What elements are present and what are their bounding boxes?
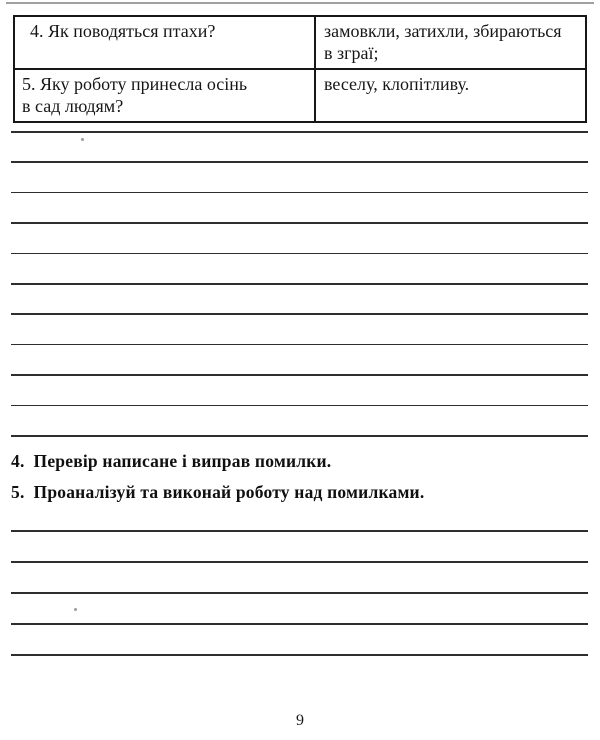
table-row	[14, 16, 586, 69]
table-row	[14, 69, 586, 122]
answer-cell	[315, 16, 586, 69]
question-answer-table	[13, 15, 587, 123]
writing-line	[11, 435, 588, 437]
answer-text: замовкли, затихли, збираються	[324, 21, 562, 41]
instruction-number: 4.	[11, 451, 25, 471]
writing-line	[11, 131, 588, 133]
writing-line	[11, 192, 588, 194]
instruction-text: Проаналізуй та виконай роботу над помилками.	[33, 482, 425, 502]
writing-line	[11, 344, 588, 346]
writing-line	[11, 313, 588, 315]
answer-text: в зграї;	[324, 42, 379, 63]
question-text: 4. Як поводяться птахи?	[30, 21, 216, 41]
writing-line	[11, 561, 588, 563]
writing-line	[11, 405, 588, 407]
writing-line	[11, 530, 588, 532]
instruction-text: Перевір написане і виправ помилки.	[33, 451, 332, 471]
instruction-5	[11, 481, 424, 503]
writing-line	[11, 161, 588, 163]
question-cell	[14, 69, 315, 122]
writing-line	[11, 654, 588, 656]
scan-speck	[74, 608, 77, 611]
writing-line	[11, 283, 588, 285]
page-number: 9	[296, 712, 304, 729]
scan-speck	[81, 138, 84, 141]
writing-line	[11, 592, 588, 594]
writing-line	[11, 222, 588, 224]
instruction-number: 5.	[11, 482, 25, 502]
answer-text: веселу, клопітливу.	[324, 74, 470, 94]
answer-cell	[315, 69, 586, 122]
question-text: в сад людям?	[22, 95, 124, 116]
instruction-4	[11, 450, 331, 472]
writing-line	[11, 253, 588, 255]
top-edge-artifact-line	[6, 2, 594, 4]
writing-line	[11, 623, 588, 625]
question-text: 5. Яку роботу принесла осінь	[22, 74, 248, 94]
question-cell	[14, 16, 315, 69]
writing-line	[11, 374, 588, 376]
